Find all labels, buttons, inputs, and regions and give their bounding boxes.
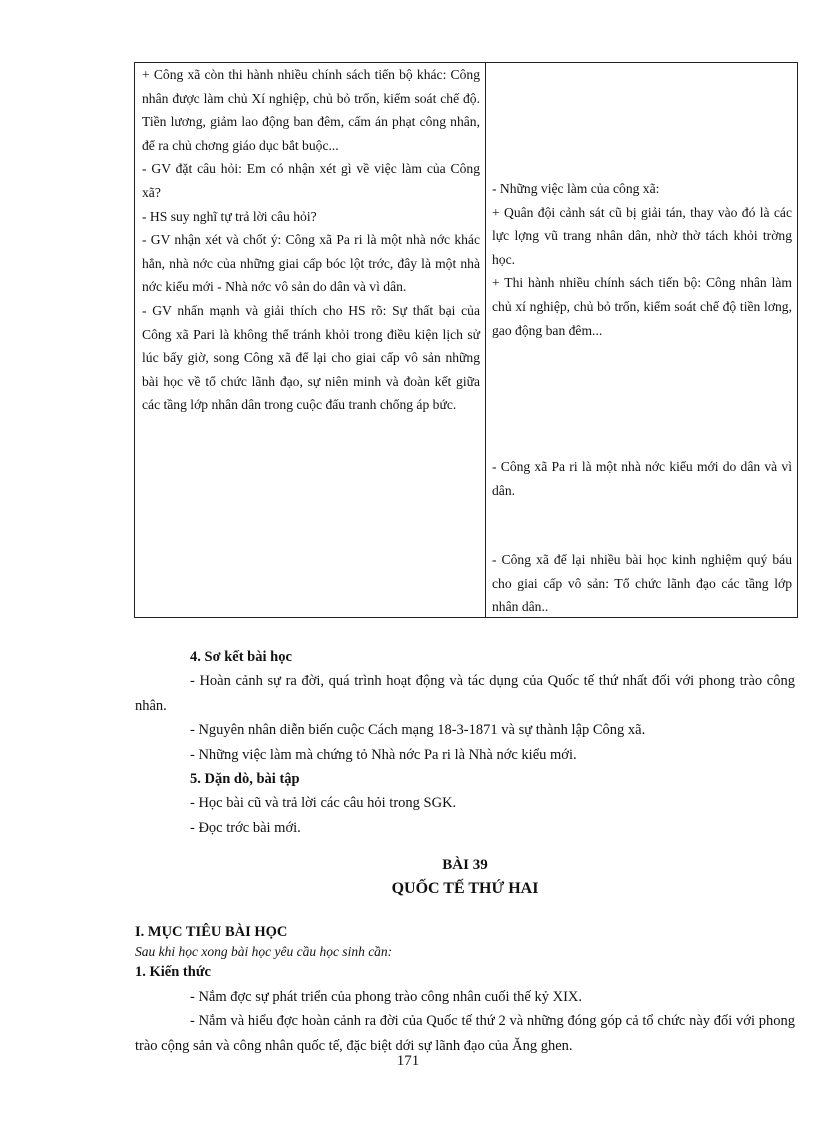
summary-heading: 4. Sơ kết bài học (190, 649, 292, 665)
objectives-section (135, 920, 795, 1058)
left-paragraph: - GV nhấn mạnh và giải thích cho HS rõ: Sự thất bại của Công xã Pari là không thể tránh khỏi trong điều kiện lịch sử lúc bấy giờ, song Công xã để lại cho giai cấp vô sản những bài học về tổ chức lãnh đạo, sự niên minh và đoàn kết giữa các tầng lớp nhân dân trong cuộc đấu tranh chống áp bức. (142, 302, 480, 413)
objectives-intro: Sau khi học xong bài học yêu cầu học sinh cần: (135, 944, 393, 960)
left-paragraph: - HS suy nghĩ tự trả lời câu hỏi? (142, 208, 317, 224)
objectives-heading: I. MỤC TIÊU BÀI HỌC (135, 924, 288, 940)
summary-item: - Hoàn cảnh sự ra đời, quá trình hoạt động và tác dụng của Quốc tế thứ nhất đối với phong trào công nhân. (135, 673, 795, 714)
knowledge-heading: 1. Kiến thức (135, 964, 211, 981)
homework-item: - Học bài cũ và trả lời các câu hỏi trong SGK. (190, 795, 457, 812)
lesson-table (134, 62, 798, 618)
summary-item: - Những việc làm mà chứng tỏ Nhà nớc Pa ri là Nhà nớc kiểu mới. (190, 746, 577, 763)
summary-section (135, 645, 795, 840)
teacher-activity-cell (142, 63, 480, 417)
right-block-actions (492, 177, 792, 342)
summary-item: - Nguyên nhân diễn biến cuộc Cách mạng 18-3-1871 và sự thành lập Công xã. (190, 722, 646, 739)
right-paragraph: - Những việc làm của công xã: (492, 181, 660, 196)
homework-heading: 5. Dặn dò, bài tập (190, 771, 300, 788)
left-paragraph: - GV nhận xét và chốt ý: Công xã Pa ri là một nhà nớc khác hẳn, nhà nớc của những giai cấp bóc lột trớc, đây là một nhà nớc kiểu mới - Nhà nớc vô sản do dân và vì dân. (142, 232, 480, 295)
homework-item: - Đọc trớc bài mới. (190, 819, 301, 836)
right-paragraph: + Thi hành nhiều chính sách tiến bộ: Công nhân làm chủ xí nghiệp, chủ bỏ trốn, kiểm soát chế độ tiền lơng, gao động ban đêm... (492, 275, 792, 338)
left-paragraph: + Công xã còn thi hành nhiều chính sách tiến bộ khác: Công nhân được làm chủ Xí nghiệp, chủ bỏ trốn, kiểm soát chế độ. Tiền lương, giảm lao động ban đêm, cấm án phạt công nhân, để ra chủ chơng giáo dục bắt buộc... (142, 67, 480, 153)
lesson-number: BÀI 39 (442, 857, 488, 873)
column-divider (485, 63, 486, 617)
objective-item: - Nắm đợc sự phát triển của phong trào công nhân cuối thế kỷ XIX. (190, 988, 583, 1005)
lesson-title: QUỐC TẾ THỨ HAI (391, 880, 539, 897)
page-number: 171 (396, 1053, 420, 1069)
right-block-new-state: - Công xã Pa ri là một nhà nớc kiểu mới do dân và vì dân. (492, 459, 792, 498)
right-block-lessons: - Công xã để lại nhiều bài học kinh nghiệm quý báu cho giai cấp vô sản: Tổ chức lãnh đạo các tầng lớp nhân dân.. (492, 552, 792, 615)
right-paragraph: + Quân đội cảnh sát cũ bị giải tán, thay vào đó là các lực lợng vũ trang nhân dân, nhờ thờ tách khỏi trờng học. (492, 204, 792, 267)
left-paragraph: - GV đặt câu hỏi: Em có nhận xét gì về việc làm của Công xã? (142, 161, 480, 200)
objective-item: - Nắm và hiểu đợc hoàn cảnh ra đời của Quốc tế thứ 2 và những đóng góp cả tổ chức này đối với phong trào cộng sản và công nhân quốc tế, đặc biệt dới sự lãnh đạo của Ăng ghen. (135, 1013, 795, 1054)
